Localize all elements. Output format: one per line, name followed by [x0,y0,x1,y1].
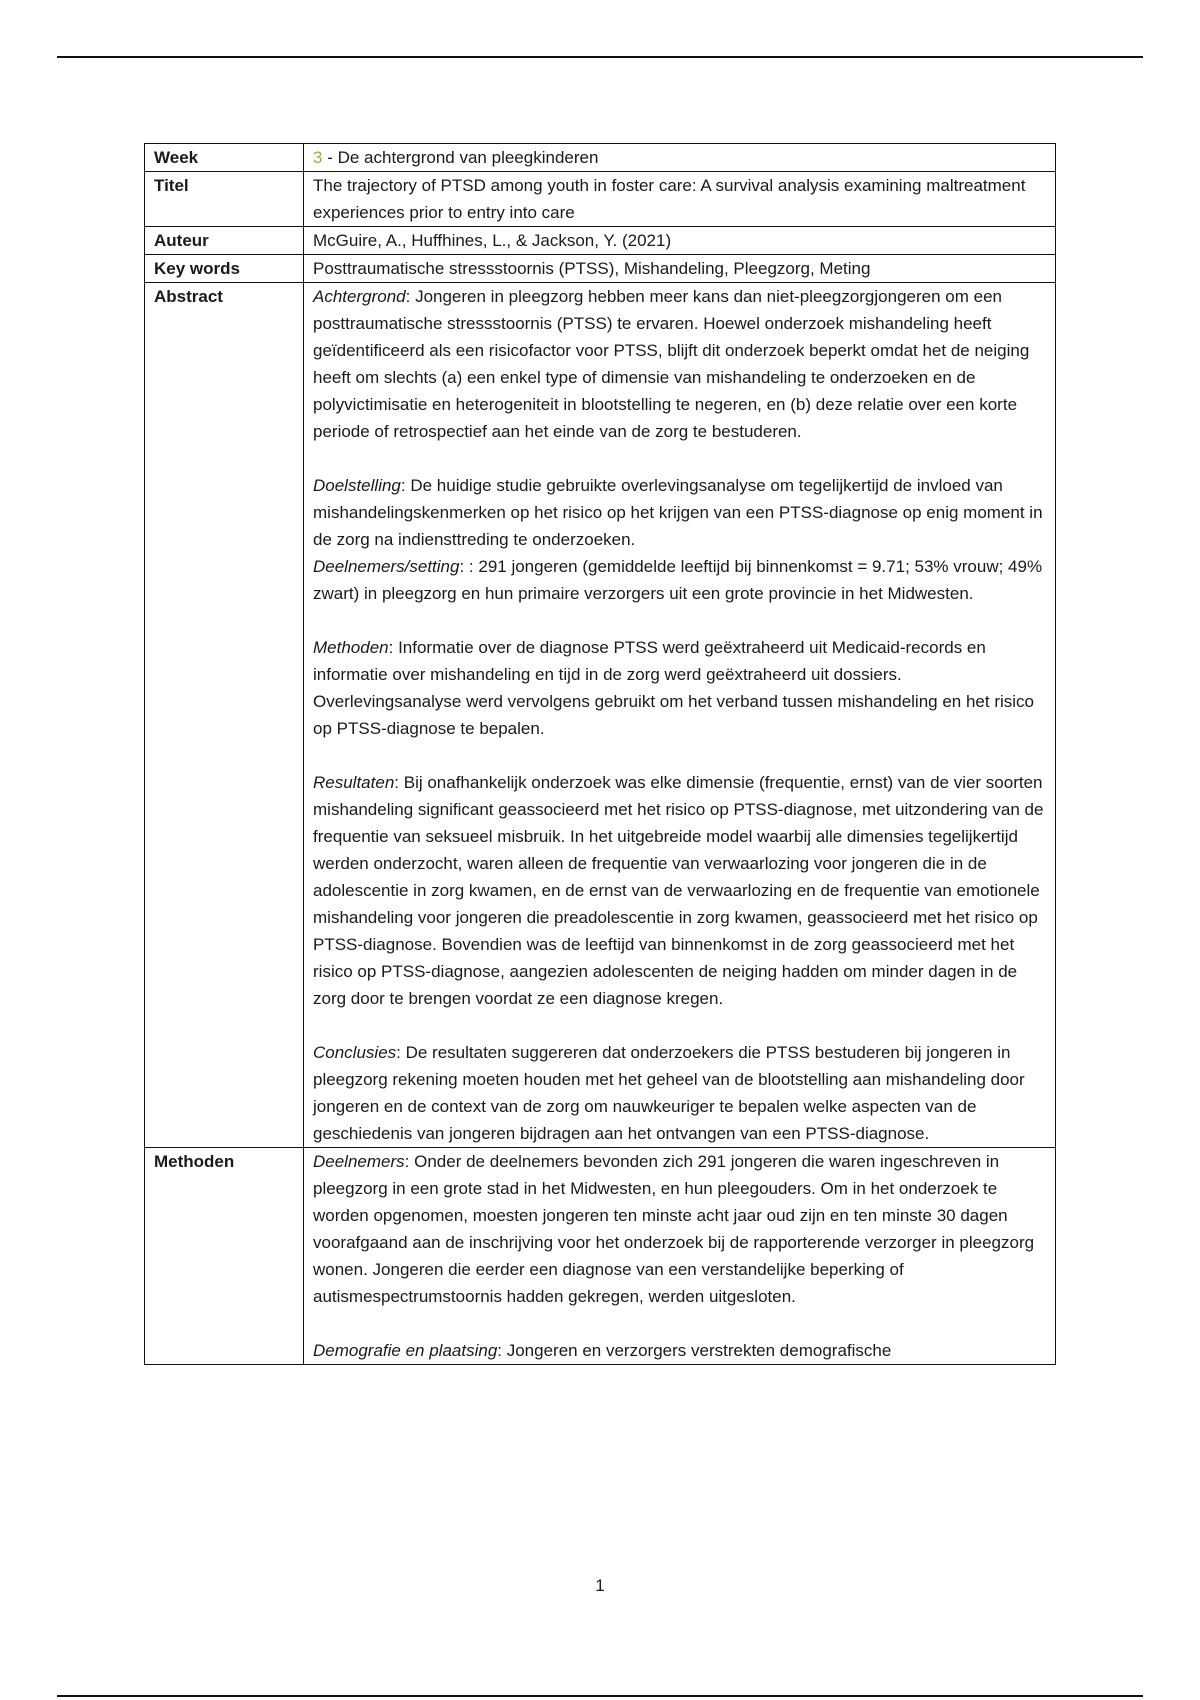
paragraph-text: : De huidige studie gebruikte overlevingsanalyse om tegelijkertijd de invloed van mishandelingskenmerken op het risico op het krijgen van een PTSS-diagnose op enig moment in de zorg na indiensttreding te onderzoeken. [313,476,1043,549]
paragraph-heading: Methoden [313,638,389,657]
paragraph-text: : : 291 jongeren (gemiddelde leeftijd bij binnenkomst = 9.71; 53% vrouw; 49% zwart) in pleegzorg en hun primaire verzorgers uit een grote provincie in het Midwesten. [313,557,1043,603]
page-number: 1 [595,1576,605,1595]
paragraph-heading: Deelnemers [313,1152,405,1171]
week-topic: - De achtergrond van pleegkinderen [322,148,599,167]
title-row [145,172,1056,227]
keywords-label: Key words [145,255,304,283]
header-rule [57,56,1143,58]
paragraph-heading: Deelnemers/setting [313,557,460,576]
week-row [145,144,1056,172]
author-value: McGuire, A., Huffhines, L., & Jackson, Y. (2021) [304,227,1056,255]
week-value [304,144,1056,172]
paragraph-heading: Conclusies [313,1043,397,1062]
paragraph-text: : Jongeren en verzorgers verstrekten demografische [497,1341,892,1360]
abstract-conclusions [313,1039,1047,1147]
keywords-value: Posttraumatische stressstoornis (PTSS), Mishandeling, Pleegzorg, Meting [304,255,1056,283]
author-label: Auteur [145,227,304,255]
paragraph-heading: Achtergrond [313,287,406,306]
title-label: Titel [145,172,304,227]
paragraph-heading: Resultaten [313,773,395,792]
methods-row [145,1148,1056,1365]
paragraph-text: : Jongeren in pleegzorg hebben meer kans dan niet-pleegzorgjongeren om een posttraumatische stressstoornis (PTSS) te ervaren. Hoewel onderzoek mishandeling heeft geïdentificeerd als een risicofactor voor PTSS, blijft dit onderzoek beperkt omdat het de neiging heeft om slechts (a) een enkel type of dimensie van mishandeling te onderzoeken en de polyvictimisatie en heterogeniteit in blootstelling te negeren, en (b) deze relatie over een korte periode of retrospectief aan het einde van de zorg te bestuderen. [313,287,1030,441]
methods-demographics [313,1337,1047,1364]
paragraph-heading: Doelstelling [313,476,401,495]
keywords-row [145,255,1056,283]
week-number: 3 [313,148,323,167]
abstract-value [304,283,1056,1148]
title-value: The trajectory of PTSD among youth in foster care: A survival analysis examining maltreatment experiences prior to entry into care [304,172,1056,227]
summary-table [144,143,1056,1365]
paragraph-heading: Demografie en plaatsing [313,1341,498,1360]
paragraph-text: : Onder de deelnemers bevonden zich 291 jongeren die waren ingeschreven in pleegzorg in een grote stad in het Midwesten, en hun pleegouders. Om in het onderzoek te worden opgenomen, moesten jongeren ten minste acht jaar oud zijn en ten minste 30 dagen voorafgaand aan de inschrijving voor het onderzoek bij de rapporterende verzorger in pleegzorg wonen. Jongeren die eerder een diagnose van een verstandelijke beperking of autismespectrumstoornis hadden gekregen, werden uitgesloten. [313,1152,1035,1306]
abstract-background [313,283,1047,445]
paragraph-text: : De resultaten suggereren dat onderzoekers die PTSS bestuderen bij jongeren in pleegzorg rekening moeten houden met het geheel van de blootstelling aan mishandeling door jongeren en de context van de zorg om nauwkeuriger te bepalen welke aspecten van de geschiedenis van jongeren bijdragen aan het ontvangen van een PTSS-diagnose. [313,1043,1025,1143]
footer-rule [57,1695,1143,1697]
paragraph-text: : Bij onafhankelijk onderzoek was elke dimensie (frequentie, ernst) van de vier soorten mishandeling significant geassocieerd met het risico op PTSS-diagnose, met uitzondering van de frequentie van seksueel misbruik. In het uitgebreide model waarbij alle dimensies tegelijkertijd werden onderzocht, waren alleen de frequentie van verwaarlozing voor jongeren die in de adolescentie in zorg kwamen, en de ernst van de verwaarlozing en de frequentie van emotionele mishandeling voor jongeren die preadolescentie in zorg kwamen, geassocieerd met het risico op PTSS-diagnose. Bovendien was de leeftijd van binnenkomst in de zorg geassocieerd met het risico op PTSS-diagnose, aangezien adolescenten de neiging hadden om minder dagen in de zorg door te brengen voordat ze een diagnose kregen. [313,773,1044,1008]
abstract-participants [313,553,1047,607]
author-row [145,227,1056,255]
abstract-row [145,283,1056,1148]
abstract-label: Abstract [145,283,304,1148]
week-label: Week [145,144,304,172]
methods-label: Methoden [145,1148,304,1365]
methods-participants [313,1148,1047,1310]
paragraph-text: : Informatie over de diagnose PTSS werd geëxtraheerd uit Medicaid-records en informatie over mishandeling en tijd in de zorg werd geëxtraheerd uit dossiers. Overlevingsanalyse werd vervolgens gebruikt om het verband tussen mishandeling en het risico op PTSS-diagnose te bepalen. [313,638,1034,738]
abstract-results [313,769,1047,1012]
methods-value [304,1148,1056,1365]
abstract-methods [313,634,1047,742]
abstract-objective [313,472,1047,553]
